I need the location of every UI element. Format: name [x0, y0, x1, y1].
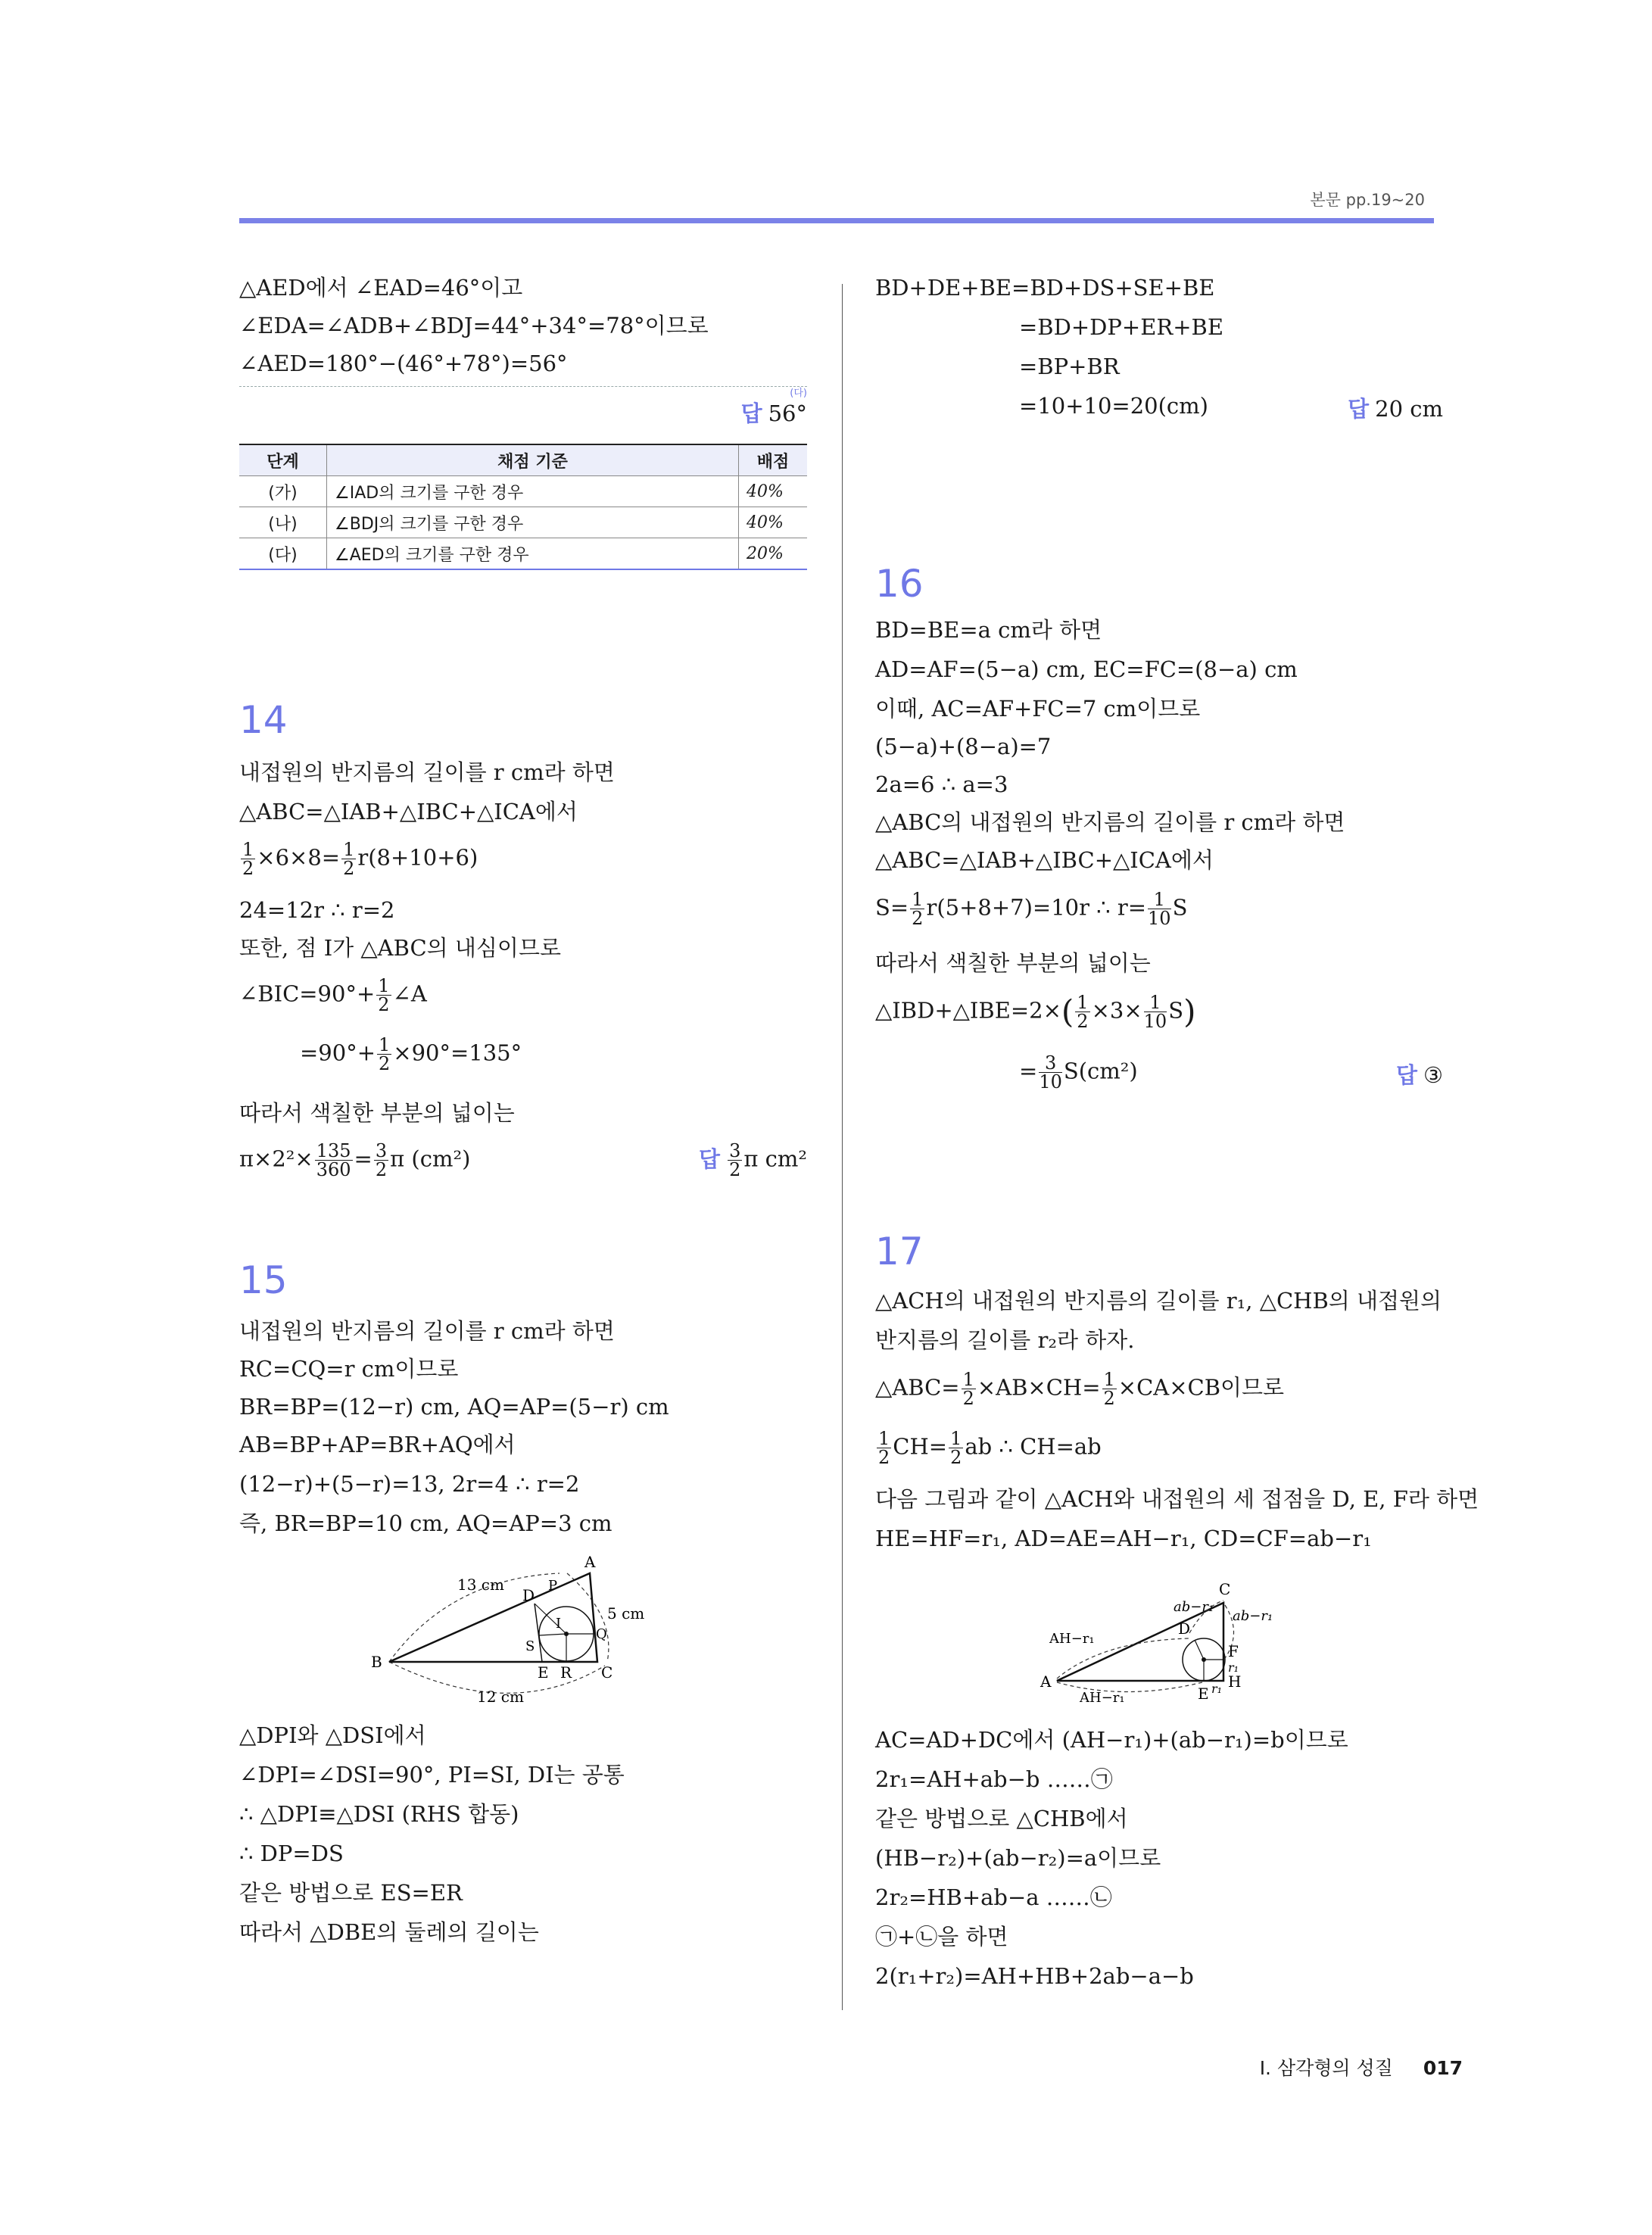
fraction: $\frac{1}{2}$ [962, 1369, 974, 1409]
answer-label: 답 [699, 1146, 721, 1172]
figure-label: D [1178, 1619, 1191, 1638]
text-line: 반지름의 길이를 r₂라 하자. [875, 1327, 1135, 1353]
fraction: $\frac{1}{2}$ [379, 1034, 391, 1074]
fraction: $\frac{1}{2}$ [378, 975, 390, 1015]
figure-label: C [1219, 1580, 1231, 1598]
figure-label: A [1040, 1672, 1052, 1691]
figure-label: E [538, 1663, 549, 1682]
figure-label: A [584, 1553, 596, 1571]
text-line: △ABC=△IAB+△IBC+△ICA에서 [239, 799, 578, 824]
figure-label: E [1198, 1685, 1209, 1703]
text-line: △ACH의 내접원의 반지름의 길이를 r₁, △CHB의 내접원의 [875, 1288, 1442, 1314]
text-line: 따라서 색칠한 부분의 넓이는 [239, 1100, 515, 1126]
answer [1396, 1058, 1443, 1089]
fraction: $\frac{1}{2}$ [912, 889, 924, 929]
text-line: 2(r₁+r₂)=AH+HB+2ab−a−b [875, 1963, 1194, 1989]
figure-label: D [522, 1586, 535, 1604]
text-line: 24=12r ∴ r=2 [239, 897, 395, 923]
text-line: (5−a)+(8−a)=7 [875, 734, 1052, 759]
figure-label: AH−r₁ [1049, 1631, 1095, 1647]
answer [741, 397, 807, 428]
fraction: $\frac{3}{2}$ [729, 1140, 741, 1180]
table-row [239, 476, 807, 507]
answer-label: 답 [1348, 396, 1370, 422]
figure-label: S [525, 1638, 535, 1654]
text-line: 내접원의 반지름의 길이를 r cm라 하면 [239, 1318, 615, 1344]
text-line: 다음 그림과 같이 △ACH와 내접원의 세 접점을 D, E, F라 하면 [875, 1486, 1479, 1512]
text-line: 2r₁=AH+ab−b ……㉠ [875, 1766, 1113, 1792]
text-line: 2r₂=HB+ab−a ……㉡ [875, 1884, 1112, 1910]
page-number: 017 [1423, 2057, 1463, 2079]
text-line: 내접원의 반지름의 길이를 r cm라 하면 [239, 759, 615, 785]
text-line: △ABC= $\frac{1}{2}$ ×AB×CH= $\frac{1}{2}$ ×CA×CB이므로 [875, 1369, 1285, 1409]
text-line: △ABC의 내접원의 반지름의 길이를 r cm라 하면 [875, 809, 1345, 835]
triangle-incircle-figure [366, 1545, 684, 1711]
text-line: AC=AD+DC에서 (AH−r₁)+(ab−r₁)=b이므로 [875, 1727, 1348, 1753]
answer [1348, 392, 1443, 423]
figure-label: 12 cm [477, 1688, 524, 1706]
table-cell: ∠AED의 크기를 구한 경우 [327, 538, 739, 570]
figure-label: r₁ [1211, 1682, 1223, 1696]
table-header: 단계 [239, 444, 327, 476]
table-row [239, 507, 807, 538]
fraction: $\frac{1}{2}$ [1103, 1369, 1115, 1409]
figure-label: P [548, 1578, 558, 1594]
answer-value: ③ [1423, 1062, 1443, 1088]
text-line: S= $\frac{1}{2}$ r(5+8+7)=10r ∴ r= $\frac{1}{10}$ S [875, 889, 1188, 929]
fraction: $\frac{3}{2}$ [375, 1140, 388, 1180]
answer-value: 20 cm [1375, 396, 1443, 422]
text-line: 같은 방법으로 ES=ER [239, 1880, 463, 1906]
text-line: 같은 방법으로 △CHB에서 [875, 1806, 1128, 1831]
table-cell: (다) [239, 538, 327, 570]
step-tag: (다) [790, 388, 807, 399]
fraction: $\frac{1}{2}$ [343, 839, 355, 879]
problem-number: 17 [875, 1230, 924, 1273]
fraction: $\frac{1}{10}$ [1148, 889, 1171, 929]
column-divider [842, 284, 843, 2010]
text-line: △IBD+△IBE=2×( $\frac{1}{2}$ ×3× $\frac{1}{10}$ S) [875, 992, 1196, 1032]
text-line: ∴ DP=DS [239, 1841, 344, 1866]
text-line: ∴ △DPI≡△DSI (RHS 합동) [239, 1801, 519, 1827]
figure-label: r₁ [1228, 1660, 1239, 1675]
text-line: △ABC=△IAB+△IBC+△ICA에서 [875, 847, 1214, 873]
fraction: $\frac{3}{10}$ [1039, 1052, 1062, 1093]
text-line: π×2²× $\frac{135}{360}$ = $\frac{3}{2}$ π (cm²) [239, 1140, 471, 1180]
text-line: BD=BE=a cm라 하면 [875, 617, 1102, 643]
text-line: 또한, 점 I가 △ABC의 내심이므로 [239, 935, 561, 961]
text-line: =BP+BR [1019, 354, 1120, 379]
text-line: ∠AED=180°−(46°+78°)=56° [239, 351, 568, 376]
text-line: ∠EDA=∠ADB+∠BDJ=44°+34°=78°이므로 [239, 313, 709, 338]
problem-number: 15 [239, 1258, 288, 1302]
answer [699, 1142, 807, 1179]
table-cell: 20% [739, 538, 808, 570]
fraction: $\frac{1}{2}$ [1077, 992, 1089, 1032]
table-cell: (나) [239, 507, 327, 538]
text-line: AB=BP+AP=BR+AQ에서 [239, 1432, 516, 1457]
figure-label: I [556, 1616, 562, 1632]
scoring-table [239, 444, 807, 570]
fraction: $\frac{1}{2}$ [878, 1428, 890, 1468]
right-triangle-incircle-figure [1034, 1561, 1307, 1713]
table-cell: 40% [739, 476, 808, 507]
text-line: ∠BIC=90°+ $\frac{1}{2}$ ∠A [239, 975, 427, 1015]
page-reference: 본문 pp.19~20 [1310, 191, 1425, 209]
answer-value: 56° [768, 401, 807, 426]
text-line: △AED에서 ∠EAD=46°이고 [239, 275, 523, 301]
text-line: =90°+ $\frac{1}{2}$ ×90°=135° [300, 1034, 522, 1074]
text-line: =BD+DP+ER+BE [1019, 314, 1224, 340]
figure-label: F [1228, 1642, 1239, 1660]
text-line: = $\frac{3}{10}$ S(cm²) [1019, 1052, 1138, 1093]
text-line: $\frac{1}{2}$ ×6×8= $\frac{1}{2}$ r(8+10+6) [242, 839, 478, 879]
text-line: ∠DPI=∠DSI=90°, PI=SI, DI는 공통 [239, 1762, 625, 1788]
fraction: $\frac{1}{2}$ [242, 839, 254, 879]
page-footer [1260, 2053, 1463, 2081]
chapter-title: Ⅰ. 삼각형의 성질 [1259, 2057, 1393, 2079]
figure-label: H [1228, 1672, 1242, 1691]
figure-label: B [371, 1653, 382, 1671]
text-line: HE=HF=r₁, AD=AE=AH−r₁, CD=CF=ab−r₁ [875, 1526, 1372, 1551]
header-rule [239, 218, 1434, 223]
figure-label: ab−r₁ [1233, 1608, 1273, 1624]
answer-label: 답 [740, 401, 762, 426]
table-header: 배점 [739, 444, 808, 476]
text-line: 따라서 색칠한 부분의 넓이는 [875, 950, 1151, 976]
divider [239, 386, 807, 387]
text-line: ㉠+㉡을 하면 [875, 1924, 1008, 1950]
text-line: △DPI와 △DSI에서 [239, 1722, 426, 1748]
fraction: $\frac{1}{10}$ [1143, 992, 1167, 1032]
text-line: BD+DE+BE=BD+DS+SE+BE [875, 275, 1215, 301]
text-line: AD=AF=(5−a) cm, EC=FC=(8−a) cm [875, 656, 1298, 682]
text-line: (HB−r₂)+(ab−r₂)=a이므로 [875, 1845, 1161, 1871]
text-line: 2a=6 ∴ a=3 [875, 771, 1008, 797]
text-line: RC=CQ=r cm이므로 [239, 1356, 459, 1382]
figure-label: R [560, 1663, 572, 1682]
text-line: 따라서 △DBE의 둘레의 길이는 [239, 1919, 539, 1945]
figure-label: Q [596, 1626, 607, 1642]
table-cell: (가) [239, 476, 327, 507]
figure-label: ab−r₁ [1174, 1599, 1214, 1615]
figure-label: AH−r₁ [1080, 1690, 1125, 1706]
figure-label: 13 cm [457, 1576, 504, 1594]
fraction: $\frac{1}{2}$ [950, 1428, 962, 1468]
table-cell: ∠IAD의 크기를 구한 경우 [327, 476, 739, 507]
answer-value: π cm² [743, 1146, 807, 1172]
answer-label: 답 [1395, 1062, 1417, 1088]
table-header: 채점 기준 [327, 444, 739, 476]
table-cell: 40% [739, 507, 808, 538]
text-line: =10+10=20(cm) [1019, 393, 1208, 419]
text-line: (12−r)+(5−r)=13, 2r=4 ∴ r=2 [239, 1471, 580, 1497]
text-line: 이때, AC=AF+FC=7 cm이므로 [875, 696, 1201, 722]
problem-number: 16 [875, 562, 924, 606]
text-line: $\frac{1}{2}$ CH= $\frac{1}{2}$ ab ∴ CH=ab [878, 1428, 1102, 1468]
table-cell: ∠BDJ의 크기를 구한 경우 [327, 507, 739, 538]
table-row [239, 538, 807, 570]
figure-label: C [601, 1663, 613, 1682]
problem-number: 14 [239, 698, 288, 742]
fraction: $\frac{135}{360}$ [316, 1140, 351, 1180]
figure-label: 5 cm [607, 1604, 645, 1622]
text-line: BR=BP=(12−r) cm, AQ=AP=(5−r) cm [239, 1394, 669, 1420]
text-line: 즉, BR=BP=10 cm, AQ=AP=3 cm [239, 1510, 612, 1536]
